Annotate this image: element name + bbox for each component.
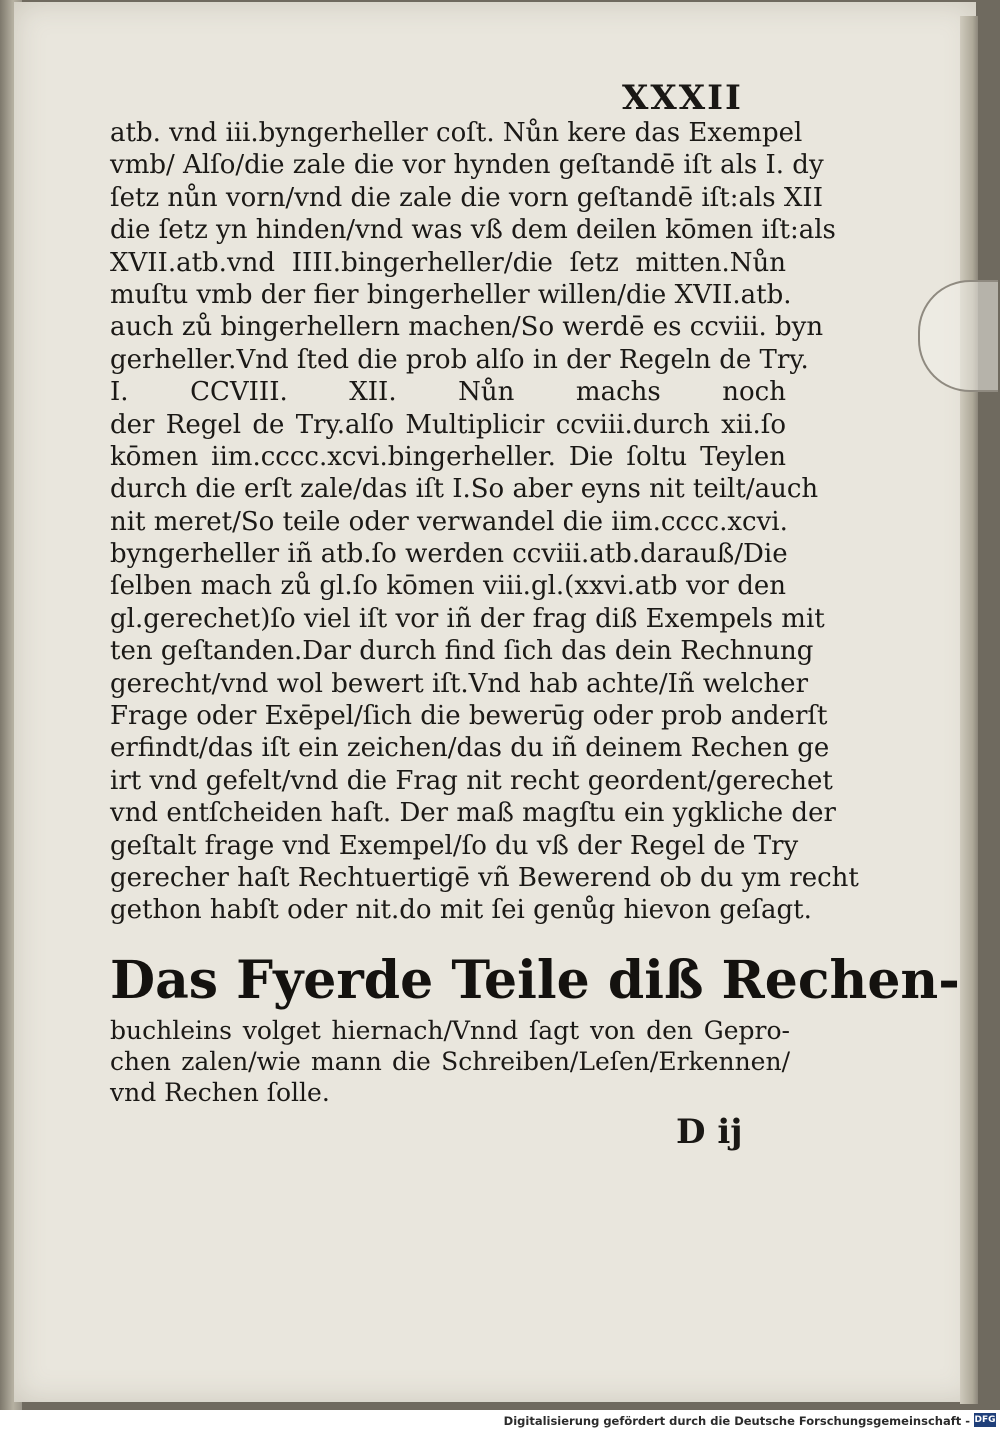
text-line: ſelben mach zů gl.ſo kōmen viii.gl.(xxvi.atb vor den xyxy=(110,571,786,602)
body-text xyxy=(110,117,859,927)
footer-bar xyxy=(0,1410,1000,1432)
signature-mark: D ij xyxy=(676,1112,743,1152)
page-edge-shadow xyxy=(960,16,978,1404)
text-line: muſtu vmb der fier bingerheller willen/die XVII.atb. xyxy=(110,279,792,310)
text-line: gl.gerechet)ſo viel iſt vor iñ der frag diß Exempels mit xyxy=(110,603,825,634)
text-line: byngerheller iñ atb.ſo werden ccviii.atb.darauß/Die xyxy=(110,539,788,570)
text-line: gerecht/vnd wol bewert iſt.Vnd hab achte/Iñ welcher xyxy=(110,668,809,699)
text-line: durch die erſt zale/das iſt I.So aber eyns nit teilt/auch xyxy=(110,474,819,505)
text-line: buchleins volget hiernach/Vnnd ſagt von den Gepro- xyxy=(110,1016,790,1045)
text-line: Frage oder Exēpel/ſich die bewerūg oder prob anderſt xyxy=(110,701,828,732)
text-line: ten geſtanden.Dar durch find ſich das dein Rechnung xyxy=(110,636,814,667)
text-line: geſtalt frage vnd Exempel/ſo du vß der Regel de Try xyxy=(110,830,799,861)
text-line: chen zalen/wie mann die Schreiben/Leſen/Erkennen/ xyxy=(110,1047,790,1076)
dfg-logo: DFG xyxy=(974,1415,996,1425)
text-line: die ſetz yn hinden/vnd was vß dem deilen kōmen iſt:als xyxy=(110,215,836,246)
text-line: gethon habſt oder nit.do mit ſei genůg hievon geſagt. xyxy=(110,895,812,926)
text-line: ſetz nůn vorn/vnd die zale die vorn geſtandē iſt:als XII xyxy=(110,182,823,213)
text-line: kōmen iim.cccc.xcvi.bingerheller. Die ſoltu Teylen xyxy=(110,441,786,472)
text-line: der Regel de Try.alſo Multiplicir ccviii.durch xii.ſo xyxy=(110,409,786,440)
text-line: gerheller.Vnd ſted die prob alſo in der Regeln de Try. xyxy=(110,344,809,375)
funding-credit: Digitalisierung gefördert durch die Deutsche Forschungsgemeinschaft - xyxy=(503,1414,970,1428)
text-line: I. CCVIII. XII. Nůn machs noch xyxy=(110,377,786,408)
text-line: irt vnd gefelt/vnd die Frag nit recht geordent/gerechet xyxy=(110,765,833,796)
text-line: vnd Rechen ſolle. xyxy=(110,1078,330,1107)
section-heading: Das Fyerde Teile diß Rechen- xyxy=(110,950,960,1011)
text-line: erfindt/das iſt ein zeichen/das du iñ deinem Rechen ge xyxy=(110,733,830,764)
text-line: vnd entſcheiden haſt. Der maß magſtu ein ygkliche der xyxy=(110,798,836,829)
folio-number: XXXII xyxy=(622,78,743,118)
heading-continuation xyxy=(110,1015,790,1108)
text-line: XVII.atb.vnd IIII.bingerheller/die ſetz mitten.Nůn xyxy=(110,247,786,278)
text-line: auch zů bingerhellern machen/So werdē es ccviii. byn xyxy=(110,312,824,343)
text-line: nit meret/So teile oder verwandel die iim.cccc.xcvi. xyxy=(110,506,788,537)
text-line: vmb/ Alſo/die zale die vor hynden geſtandē iſt als I. dy xyxy=(110,150,824,181)
text-line: gerecher haſt Rechtuertigē vñ Bewerend ob du ym recht xyxy=(110,862,859,893)
text-line: atb. vnd iii.byngerheller coſt. Nůn kere das Exempel xyxy=(110,118,803,148)
